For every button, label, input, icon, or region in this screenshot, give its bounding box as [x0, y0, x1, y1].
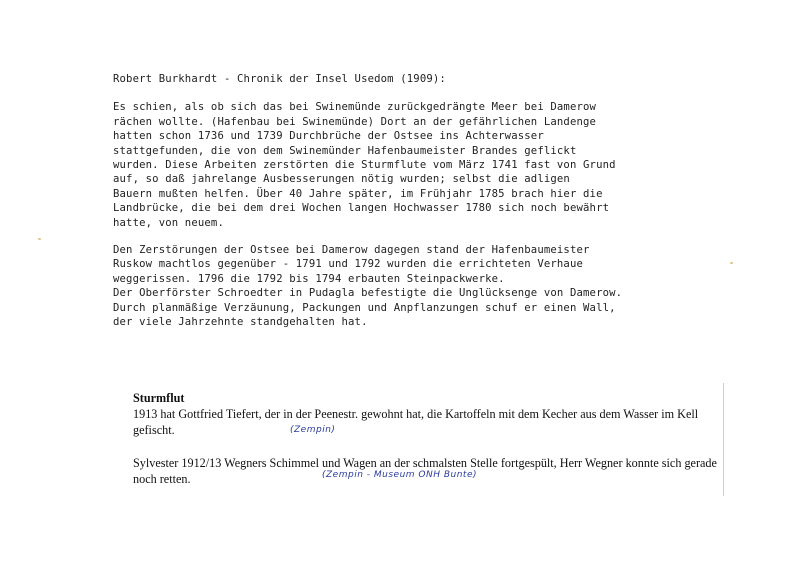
text-line: Es schien, als ob sich das bei Swinemünde zurückgedrängte Meer bei Damerow: [113, 101, 597, 114]
text-line: rächen wollte. (Hafenbau bei Swinemünde) Dort an der gefährlichen Landenge: [113, 115, 597, 128]
chronicle-title: Robert Burkhardt - Chronik der Insel Usedom (1909):: [113, 73, 446, 85]
paper-speck: [730, 262, 733, 264]
text-line: Ruskow machtlos gegenüber - 1791 und 1792 wurden die errichteten Verhaue: [113, 258, 584, 271]
text-line: hatten schon 1736 und 1739 Durchbrüche der Ostsee ins Achterwasser: [113, 130, 544, 143]
text-line: wurden. Diese Arbeiten zerstörten die Sturmflute vom März 1741 fast von Grund: [113, 159, 616, 172]
text-line: Der Oberförster Schroedter in Pudagla befestigte die Unglücksenge von Damerow.: [113, 287, 623, 300]
text-line: Durch planmäßige Verzäunung, Packungen und Anpflanzungen schuf er einen Wall,: [113, 301, 616, 314]
clipping-heading: Sturmflut: [133, 391, 185, 405]
text-line: hatte, von neuem.: [113, 216, 224, 229]
text-line: Den Zerstörungen der Ostsee bei Damerow dagegen stand der Hafenbaumeister: [113, 244, 590, 257]
clipping-entry-1: 1913 hat Gottfried Tiefert, der in der Peenestr. gewohnt hat, die Kartoffeln mit dem Kecher aus dem Wasser im Kell gefischt.: [133, 407, 699, 437]
handwritten-note-museum: (Zempin - Museum ONH Bunte): [322, 470, 477, 480]
text-line: Bauern mußten helfen. Über 40 Jahre später, im Frühjahr 1785 brach hier die: [113, 187, 603, 200]
text-line: der viele Jahrzehnte standgehalten hat.: [113, 316, 368, 329]
text-line: auf, so daß jahrelange Ausbesserungen nötig wurden; selbst die adligen: [113, 173, 570, 186]
paper-speck: [38, 238, 41, 240]
text-line: Landbrücke, die bei dem drei Wochen langen Hochwasser 1780 sich noch bewährt: [113, 202, 610, 215]
paragraph-1: [113, 100, 733, 230]
typewritten-text: [113, 72, 733, 330]
text-line: stattgefunden, die von dem Swinemünder Hafenbaumeister Brandes geflickt: [113, 144, 577, 157]
clipping-entry-2: Sylvester 1912/13 Wegners Schimmel und Wagen an der schmalsten Stelle fortgespült, Herr Wegner konnte sich gerade noch retten.: [133, 456, 717, 486]
handwritten-note-zempin: (Zempin): [290, 425, 336, 435]
paragraph-2: [113, 243, 733, 329]
text-line: weggerissen. 1796 die 1792 bis 1794 erbauten Steinpackwerke.: [113, 272, 505, 285]
